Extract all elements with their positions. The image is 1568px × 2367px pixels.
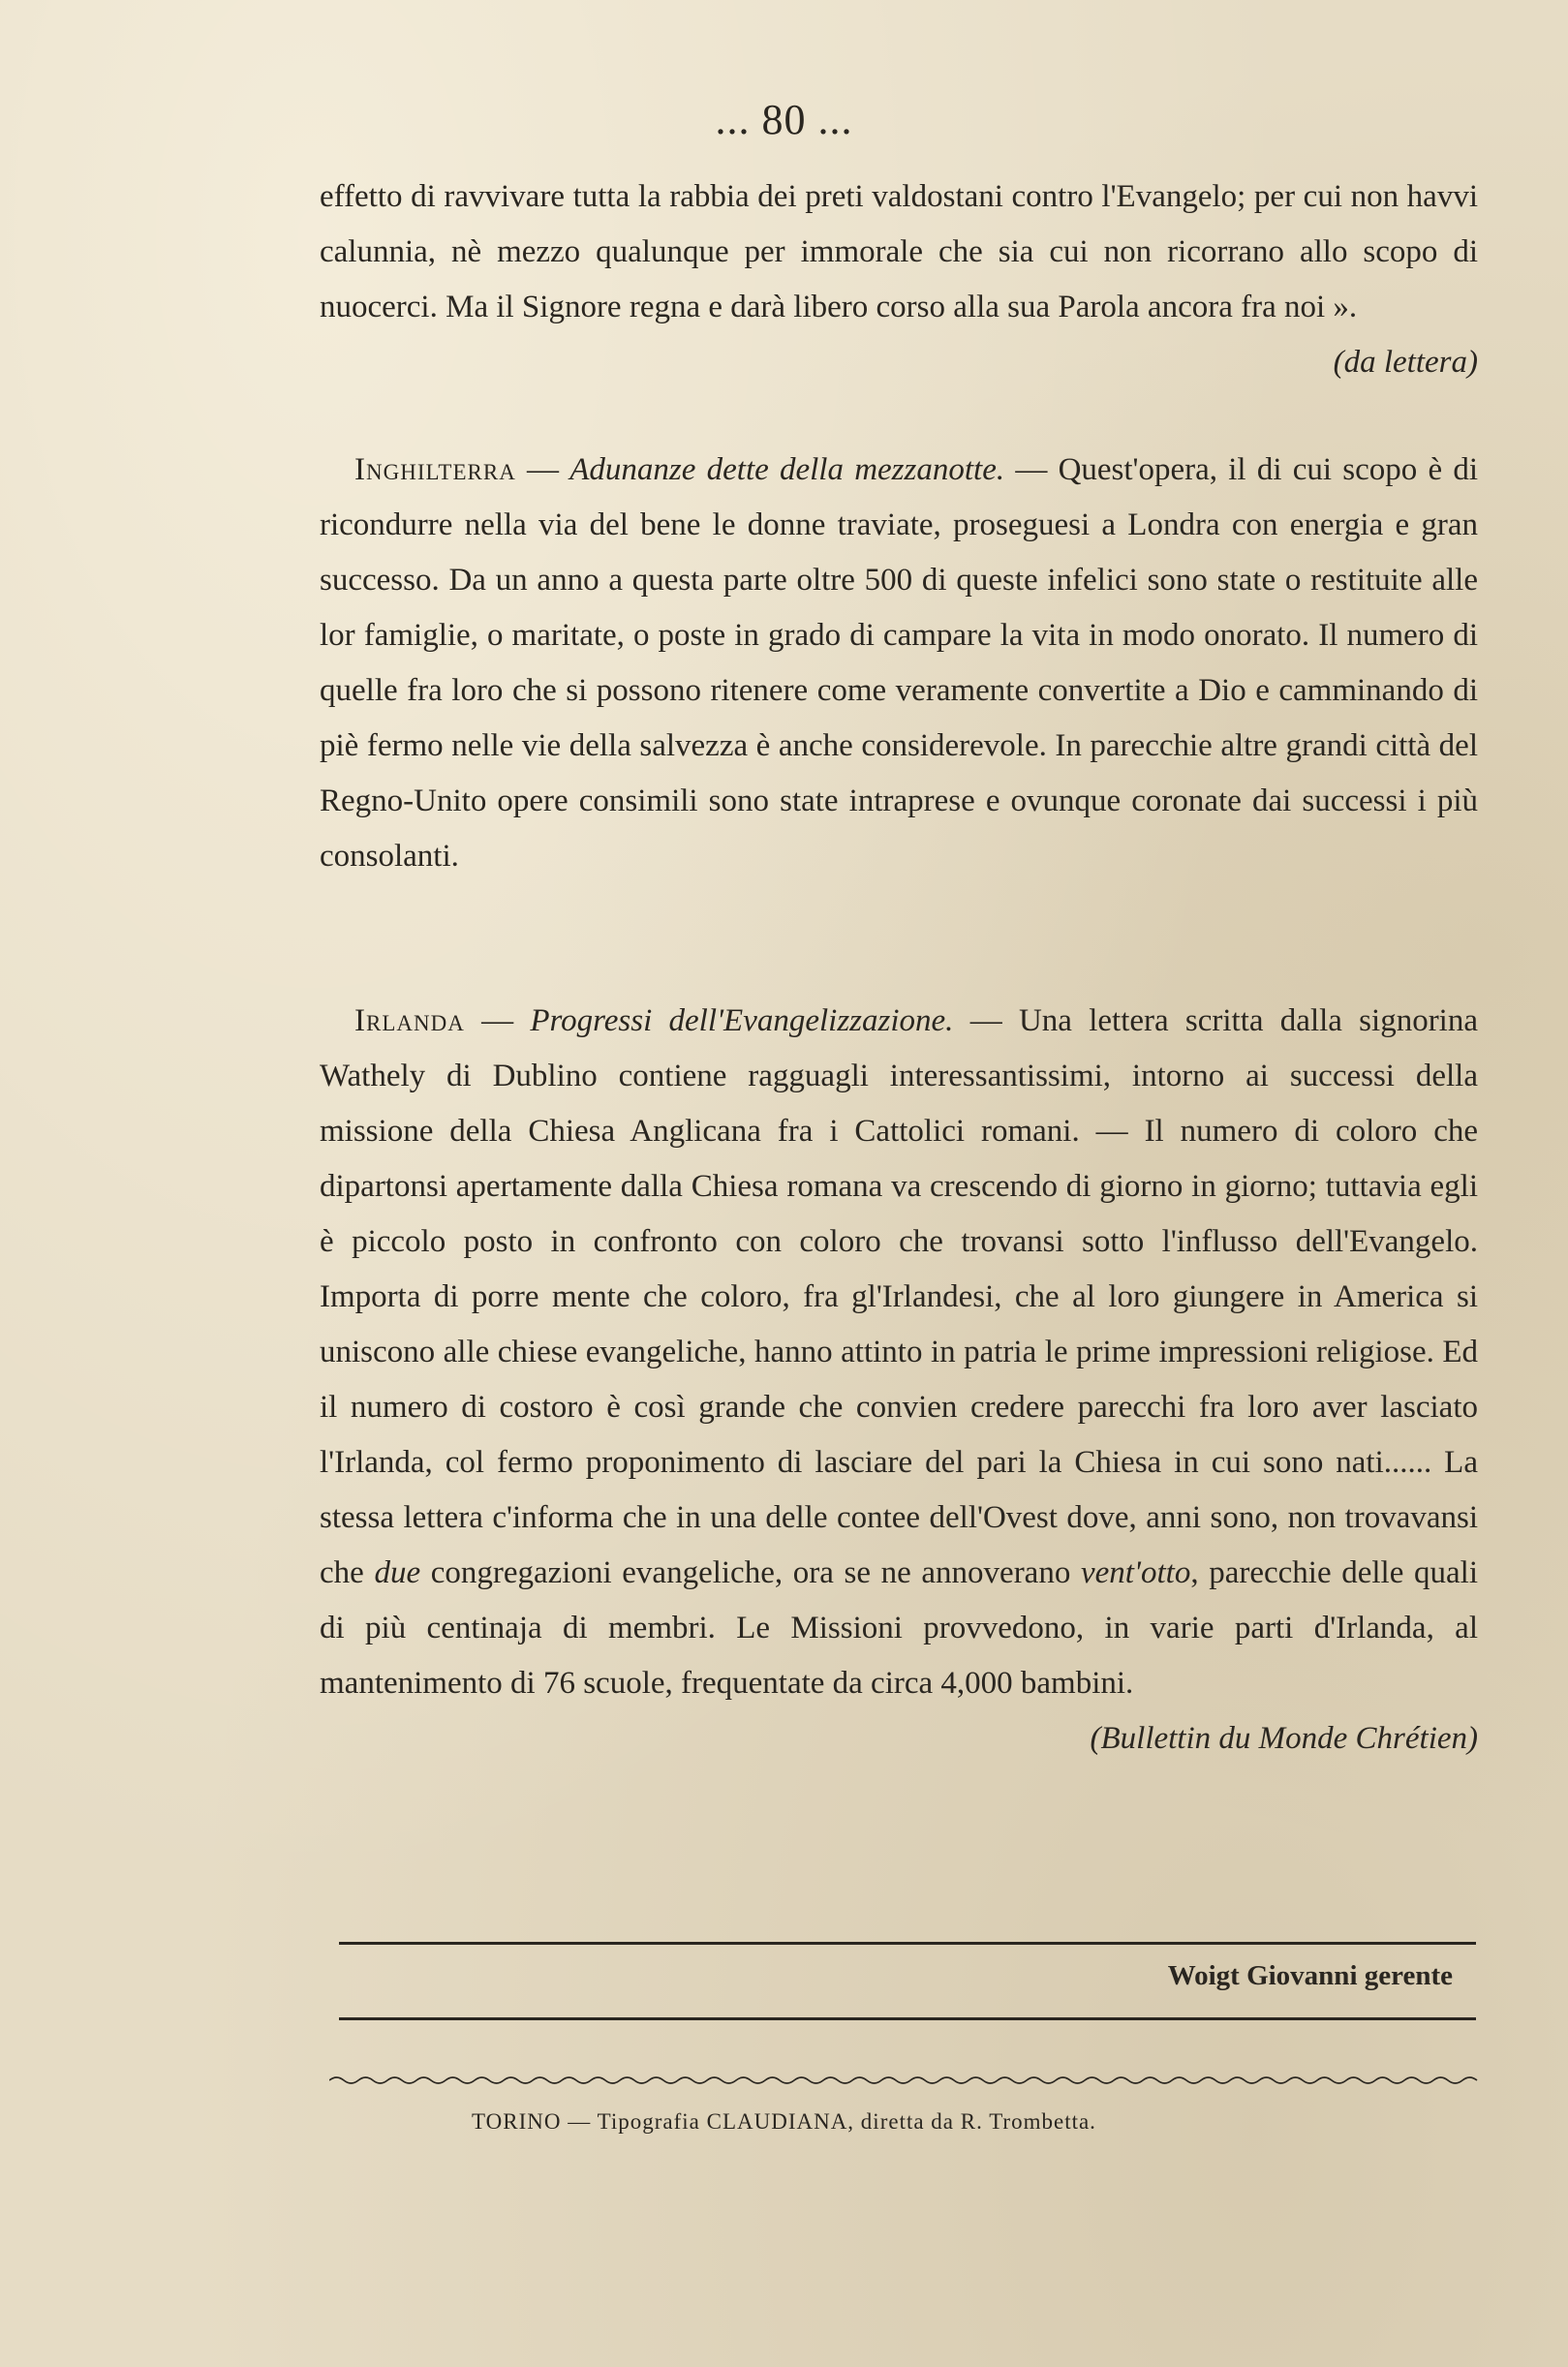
article-text: Una lettera scritta dalla signorina Wathely di Dublino contiene ragguagli interessantissimi, intorno ai successi della missione della Chiesa Anglicana fra i Cattolici romani. — Il numero di coloro che dipartonsi apertamente dalla Chiesa romana va crescendo di giorno in giorno; tuttavia egli è piccolo posto in confronto con coloro che trovansi sotto l'influsso dell'Evangelo. Importa di porre mente che coloro, fra gl'Irlandesi, che al loro giungere in America si uniscono alle chiese evangeliche, hanno attinto in patria le prime impressioni religiose. Ed il numero di costoro è così grande che convien credere parecchi fra loro aver lasciato l'Irlanda, col fermo proponimento di lasciare del pari la Chiesa in cui sono nati...... La stessa lettera c'informa che in una delle contee dell'Ovest dove, anni sono, non trovavansi che xyxy=(320,1003,1479,1590)
dash: — xyxy=(464,1003,531,1038)
dash: — xyxy=(515,452,570,487)
source-citation: (da lettera) xyxy=(1333,345,1478,380)
divider-bottom xyxy=(339,2017,1476,2020)
article-text: , parecchie delle quali di più centinaja di membri. Le Missioni provvedono, in varie parti d'Irlanda, al mantenimento di 76 scuole, frequentate da circa 4,000 bambini. xyxy=(320,1555,1478,1701)
article-text: congregazioni evangeliche, ora se ne annoverano xyxy=(420,1555,1081,1590)
divider-top xyxy=(339,1942,1476,1945)
paragraph-continuation xyxy=(320,169,1478,390)
paragraph-text: effetto di ravvivare tutta la rabbia dei preti valdostani contro l'Evangelo; per cui non havvi calunnia, nè mezzo qualunque per immorale che sia cui non ricorrano allo scopo di nuocerci. Ma il Signore regna e darà libero corso alla sua Parola ancora fra noi ». xyxy=(320,179,1478,324)
country-heading: Inghilterra xyxy=(354,452,516,487)
page-number: ... 80 ... xyxy=(715,96,853,143)
source-citation: (Bullettin du Monde Chrétien) xyxy=(1090,1721,1478,1756)
country-heading: Irlanda xyxy=(354,1003,465,1038)
dash: — xyxy=(953,1003,1019,1038)
article-title: Progressi dell'Evangelizzazione. xyxy=(530,1003,954,1038)
dash: — xyxy=(1004,452,1059,487)
emphasis-due: due xyxy=(374,1555,421,1590)
article-body xyxy=(320,994,1478,1711)
article-text: Quest'opera, il di cui scopo è di ricondurre nella via del bene le donne traviate, proseguesi a Londra con energia e gran successo. Da un anno a questa parte oltre 500 di queste infelici sono state o restituite alle lor famiglie, o maritate, o poste in grado di campare la vita in modo onorato. Il numero di quelle fra loro che si possono ritenere come veramente convertite a Dio e camminando di piè fermo nelle vie della salvezza è anche considerevole. In parecchie altre grandi città del Regno-Unito opere consimili sono state intraprese e ovunque coronate dai successi i più consolanti. xyxy=(320,452,1479,874)
ornamental-wave-divider xyxy=(329,2075,1482,2086)
emphasis-ventotto: vent'otto xyxy=(1080,1555,1191,1590)
manager-credit: Woigt Giovanni gerente xyxy=(1167,1960,1453,1991)
article-title: Adunanze dette della mezzanotte. xyxy=(569,452,1005,487)
printer-imprint: TORINO — Tipografia CLAUDIANA, diretta da R. Trombetta. xyxy=(472,2109,1096,2134)
article-inghilterra xyxy=(320,443,1478,884)
article-irlanda xyxy=(320,994,1478,1767)
